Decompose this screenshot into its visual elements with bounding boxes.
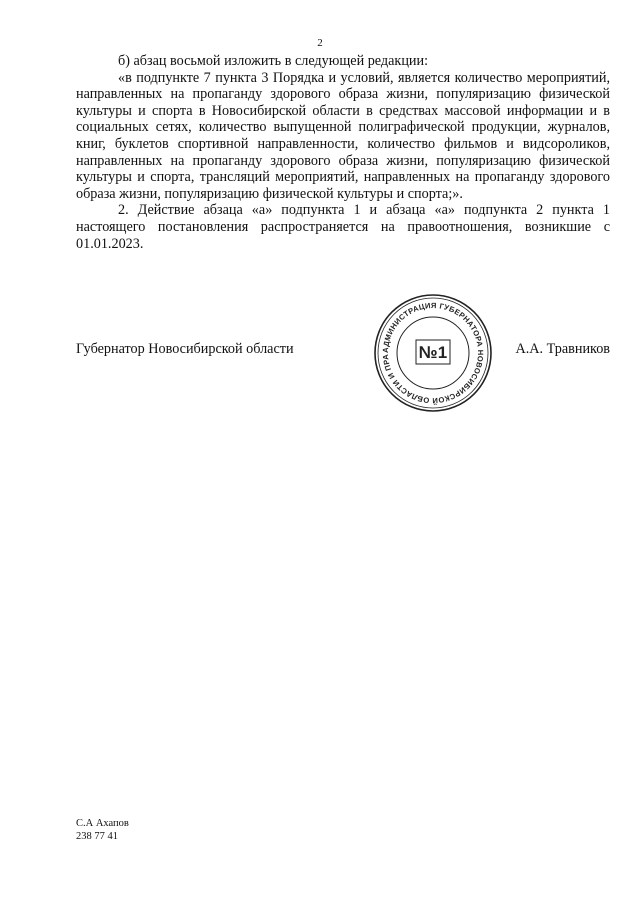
page-number: 2 xyxy=(317,37,323,49)
seal-graphic xyxy=(372,292,494,414)
paragraph-b-intro: б) абзац восьмой изложить в следующей редакции: xyxy=(118,53,429,69)
official-seal-stamp xyxy=(372,292,494,414)
footer-contact xyxy=(76,817,129,843)
author-phone: 238 77 41 xyxy=(76,831,118,842)
svg-text:АДМИНИСТРАЦИЯ ГУБЕРНАТОРА НОВО: АДМИНИСТРАЦИЯ ГУБЕРНАТОРА НОВОСИБИРСКОЙ ОБЛАСТИ И ПРА xyxy=(380,300,486,406)
seal-number: №1 xyxy=(418,343,448,362)
author-name: С.А Ахапов xyxy=(76,818,129,829)
paragraph-2-effective-date: 2. Действие абзаца «а» подпункта 1 и абзаца «а» подпункта 2 пункта 1 настоящего постановления распространяется на правоотношения, возникшие с 01.01.2023. xyxy=(76,202,610,252)
signature-name: А.А. Травников xyxy=(515,341,610,357)
document-body xyxy=(76,53,610,252)
paragraph-quoted-text: «в подпункте 7 пункта 3 Порядка и условий, является количество мероприятий, направленных на пропаганду здорового образа жизни, популяризацию физической культуры и спорта в Новосибирской области в средствах массовой информации и в социальных сетях, количество выпущенной полиграфической продукции, журналов, книг, буклетов спортивной направленности, количество фильмов и видсороликов, направленных на пропаганду здорового образа жизни, популяризацию физической культуры и спорта, трансляций мероприятий, направленных на пропаганду здорового образа жизни, популяризацию физической культуры и спорта;». xyxy=(76,69,610,202)
signature-title: Губернатор Новосибирской области xyxy=(76,341,294,357)
